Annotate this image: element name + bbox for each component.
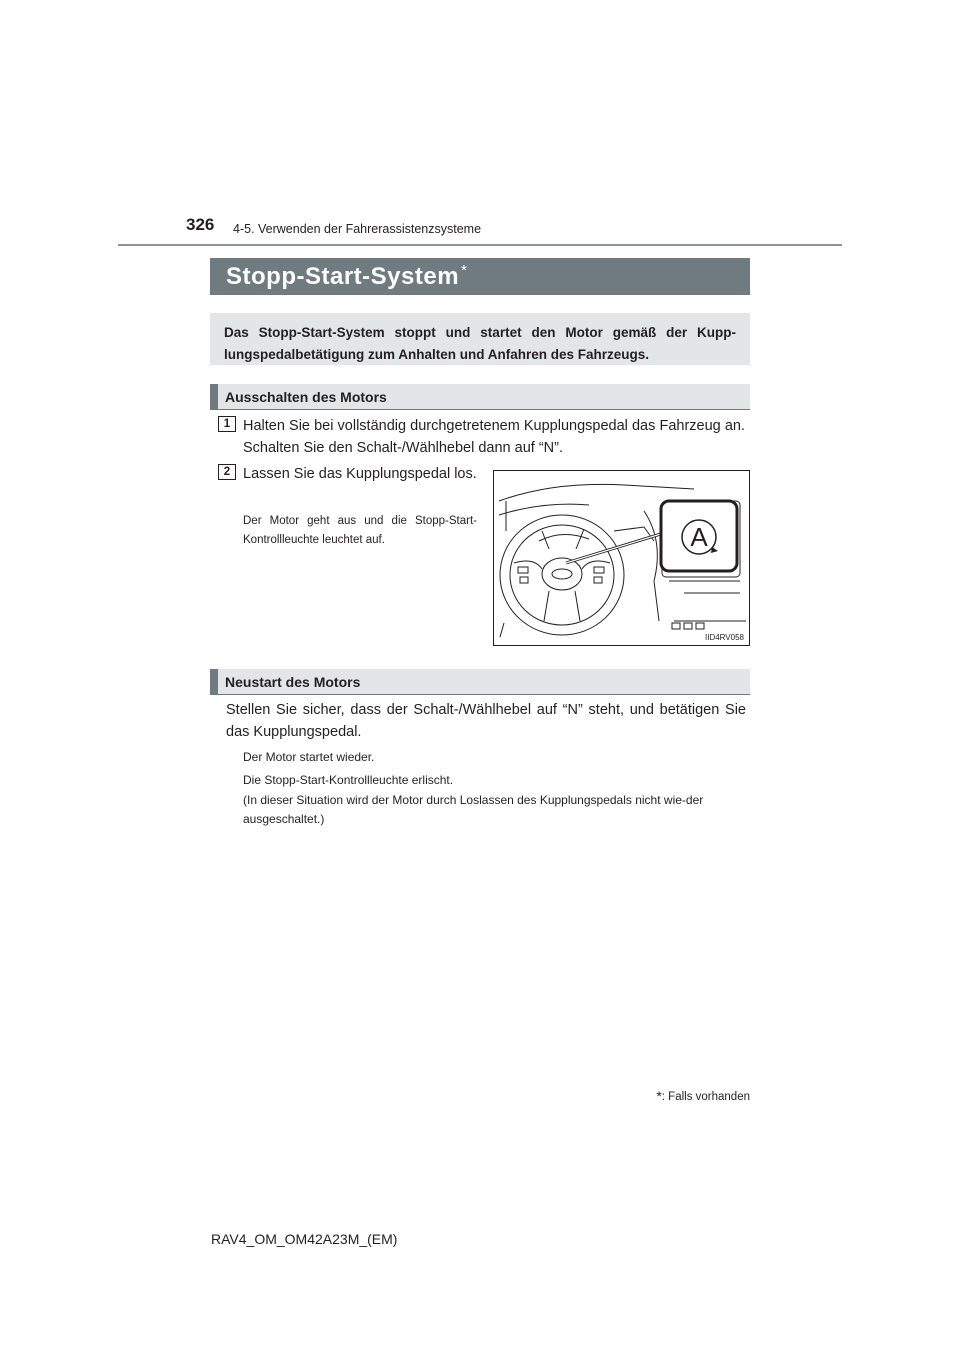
footnote xyxy=(656,1088,750,1104)
page-title-text: Stopp-Start-System xyxy=(226,263,460,290)
auto-stop-icon-label: A xyxy=(690,522,708,552)
header-divider xyxy=(118,244,842,246)
page-number: 326 xyxy=(186,215,215,234)
step-badge-2: 2 xyxy=(218,464,236,480)
restart-instruction: Stellen Sie sicher, dass der Schalt-/Wählhebel auf “N” steht, und betätigen Sie das Kupplungspedal. xyxy=(226,702,746,740)
section-heading-engine-restart: Neustart des Motors xyxy=(210,669,750,695)
restart-note-indicator-off: Die Stopp-Start-Kontrollleuchte erlischt. xyxy=(243,773,454,787)
section-heading-engine-off: Ausschalten des Motors xyxy=(210,384,750,410)
page-title xyxy=(210,258,750,295)
restart-note-clutch: (In dieser Situation wird der Motor durch Loslassen des Kupplungspedals nicht wie-der ausgeschaltet.) xyxy=(243,793,704,826)
dashboard-illustration xyxy=(493,470,750,646)
section-path: 4-5. Verwenden der Fahrerassistenzsysteme xyxy=(233,222,482,236)
restart-note-engine-starts: Der Motor startet wieder. xyxy=(243,750,375,764)
step-2-note: Der Motor geht aus und die Stopp-Start-Kontrollleuchte leuchtet auf. xyxy=(243,515,477,546)
step-2-text: Lassen Sie das Kupplungspedal los. xyxy=(243,466,477,482)
document-id-footer: RAV4_OM_OM42A23M_(EM) xyxy=(211,1231,398,1247)
optional-equipment-marker: * xyxy=(461,262,468,279)
step-1-text: Halten Sie bei vollständig durchgetretenem Kupplungspedal das Fahrzeug an. Schalten Sie den Schalt-/Wählhebel dann auf “N”. xyxy=(243,418,745,456)
intro-summary: Das Stopp-Start-System stoppt und startet den Motor gemäß der Kupp-lungspedalbetätigung zum Anhalten und Anfahren des Fahrzeugs. xyxy=(210,313,750,365)
step-badge-1: 1 xyxy=(218,416,236,432)
footnote-text: : Falls vorhanden xyxy=(661,1091,750,1103)
figure-code: IID4RV058 xyxy=(705,633,744,642)
footnote-marker: * xyxy=(656,1088,662,1104)
steering-wheel-drawing xyxy=(494,471,749,645)
